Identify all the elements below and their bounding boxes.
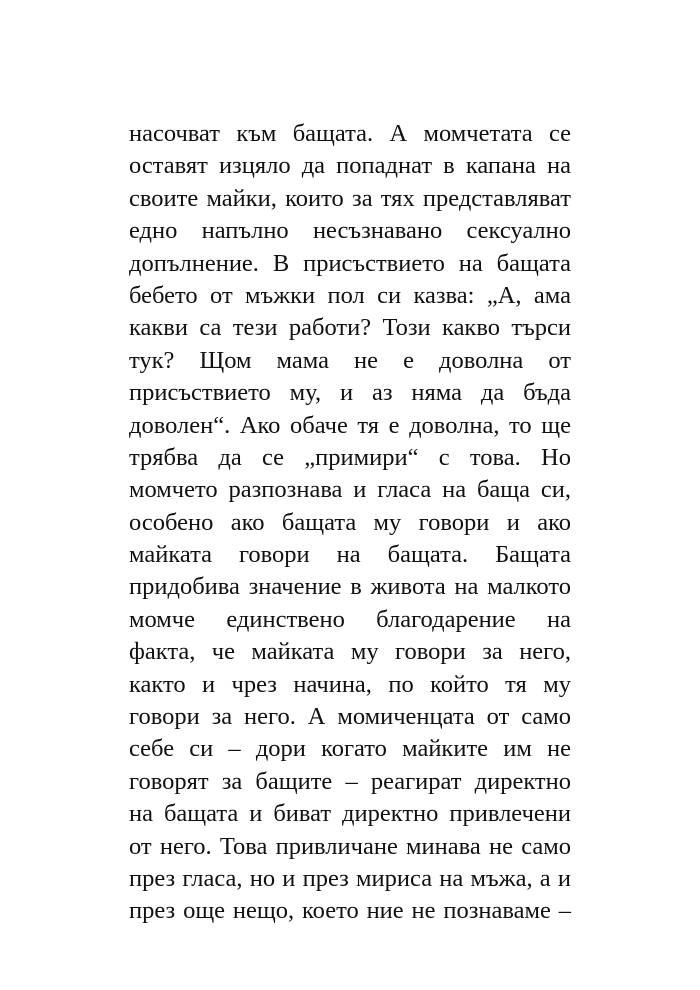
text-line: през гласа, но и през мириса на мъжа, а и — [129, 864, 571, 892]
text-line: особено ако бащата му говори и ако — [129, 508, 571, 536]
text-line: себе си – дори когато майките им не — [129, 735, 571, 763]
text-line: говорят за бащите – реагират директно — [129, 767, 571, 795]
text-line: на бащата и биват директно привлечени — [129, 800, 571, 828]
text-line: оставят изцяло да попаднат в капана на — [129, 152, 571, 180]
text-line: допълнение. В присъствието на бащата — [129, 249, 571, 277]
text-line: своите майки, които за тях представляват — [129, 184, 571, 212]
text-line: майката говори на бащата. Бащата — [129, 541, 571, 569]
text-line: говори за него. А момиченцата от само — [129, 703, 571, 731]
text-line: през още нещо, което ние не познаваме – — [129, 897, 571, 925]
text-line: факта, че майката му говори за него, — [129, 638, 571, 666]
body-paragraph — [129, 118, 571, 928]
text-line: от него. Това привличане минава не само — [129, 832, 571, 860]
text-line: едно напълно несъзнавано сексуално — [129, 217, 571, 245]
text-line: момче единствено благодарение на — [129, 605, 571, 633]
text-line: тук? Щом мама не е доволна от — [129, 346, 571, 374]
text-line: бебето от мъжки пол си казва: „А, ама — [129, 281, 571, 309]
text-line: какви са тези работи? Този какво търси — [129, 314, 571, 342]
text-line: момчето разпознава и гласа на баща си, — [129, 476, 571, 504]
text-line: трябва да се „примири“ с това. Но — [129, 443, 571, 471]
text-line: придобива значение в живота на малкото — [129, 573, 571, 601]
text-line: доволен“. Ако обаче тя е доволна, то ще — [129, 411, 571, 439]
text-line: насочват към бащата. А момчетата се — [129, 120, 571, 147]
text-line: присъствието му, и аз няма да бъда — [129, 379, 571, 407]
text-line: както и чрез начина, по който тя му — [129, 670, 571, 698]
